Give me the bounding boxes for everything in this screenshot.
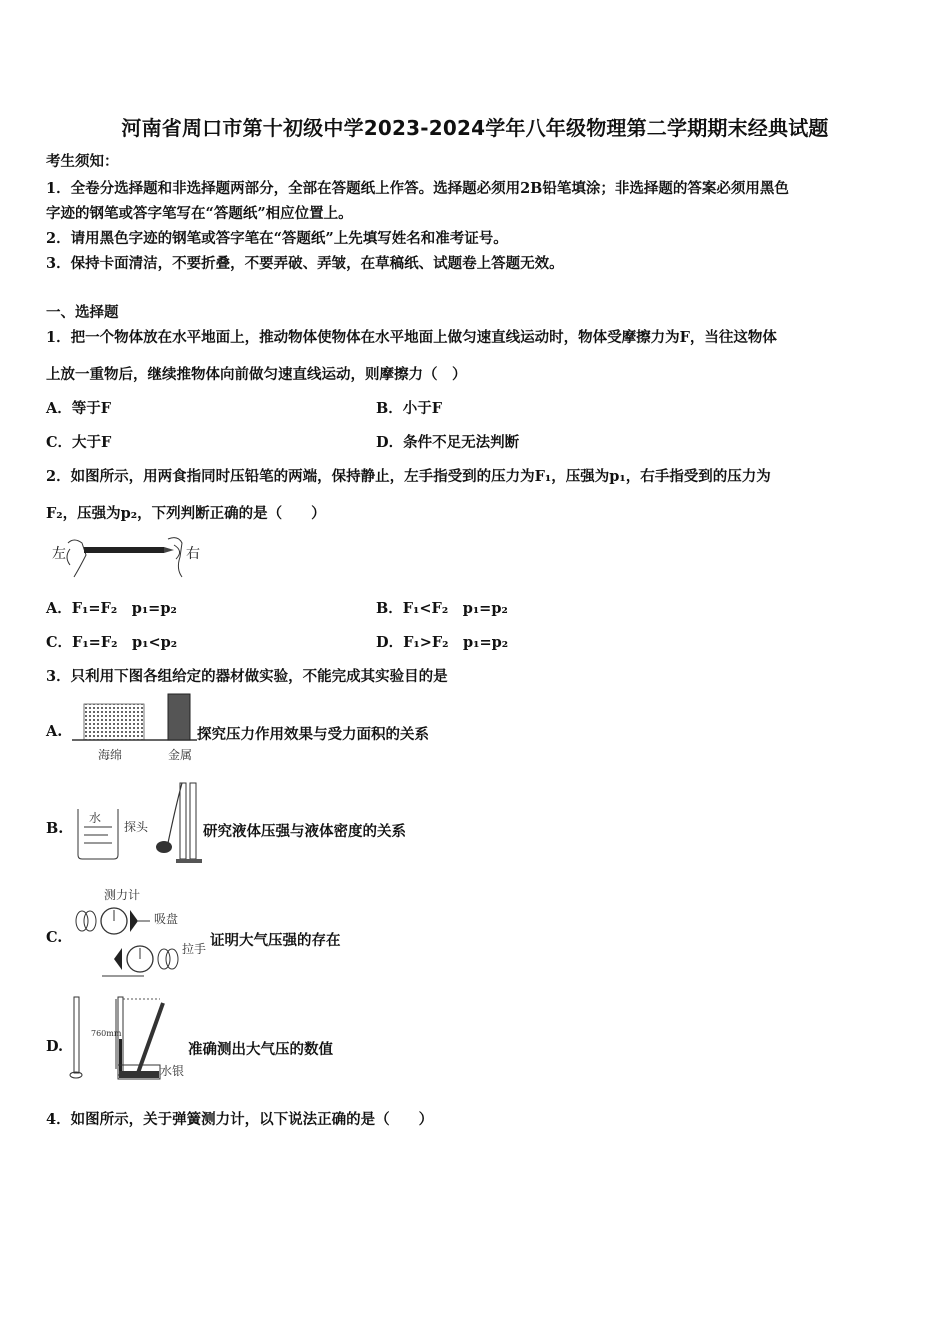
q3-stem: 3．只利用下图各组给定的器材做实验，不能完成其实验目的是 (46, 668, 448, 685)
q2-figure-right-label: 右 (186, 546, 200, 562)
q2-option-c[interactable]: C．F₁=F₂ p₁<p₂ (46, 634, 178, 651)
q3-option-d-label[interactable]: D. (46, 1038, 64, 1055)
q3-a-sponge-metal-figure (72, 690, 197, 742)
q3-a-label-sponge: 海绵 (98, 748, 123, 762)
q3-option-a-label[interactable]: A. (46, 723, 63, 740)
q1-option-c[interactable]: C．大于F (46, 434, 112, 451)
q1-option-b[interactable]: B．小于F (376, 400, 443, 417)
q3-c-label-suction-cup: 吸盘 (154, 912, 179, 926)
q1-stem-line-2: 上放一重物后，继续推物体向前做匀速直线运动，则摩擦力（ ） (46, 366, 467, 383)
q3-c-label-handle: 拉手 (182, 942, 207, 956)
q2-figure-left-label: 左 (52, 546, 66, 562)
q2-option-d[interactable]: D．F₁>F₂ p₁=p₂ (376, 634, 509, 651)
q3-option-c-text[interactable]: 证明大气压强的存在 (210, 932, 341, 949)
q3-option-b-label[interactable]: B. (46, 820, 64, 837)
q1-stem-line-1: 1．把一个物体放在水平地面上，推动物体使物体在水平地面上做匀速直线运动时，物体受摩擦力为F，当往这物体 (46, 329, 777, 346)
q3-b-label-probe: 探头 (124, 820, 149, 834)
notice-item-1-line-2: 字迹的钢笔或答字笔写在“答题纸”相应位置上。 (46, 205, 353, 222)
q1-option-d[interactable]: D．条件不足无法判断 (376, 434, 520, 451)
q2-stem-line-2: F₂，压强为p₂，下列判断正确的是（ ） (46, 505, 326, 522)
q2-option-a[interactable]: A．F₁=F₂ p₁=p₂ (46, 600, 177, 617)
page-title: 河南省周口市第十初级中学2023-2024学年八年级物理第二学期期末经典试题 (121, 116, 829, 140)
q2-pencil-figure (64, 535, 186, 579)
notice-item-3: 3．保持卡面清洁，不要折叠，不要弄破、弄皱，在草稿纸、试题卷上答题无效。 (46, 255, 564, 272)
q3-option-d-text[interactable]: 准确测出大气压的数值 (188, 1041, 333, 1058)
q3-option-c-label[interactable]: C. (46, 929, 63, 946)
q2-option-b[interactable]: B．F₁<F₂ p₁=p₂ (376, 600, 508, 617)
q3-c-label-spring-scale: 测力计 (104, 888, 141, 902)
q1-option-a[interactable]: A．等于F (46, 400, 112, 417)
notice-heading: 考生须知： (46, 153, 119, 170)
notice-item-2: 2．请用黑色字迹的钢笔或答字笔在“答题纸”上先填写姓名和准考证号。 (46, 230, 508, 247)
section-heading: 一、选择题 (46, 304, 119, 321)
q4-stem: 4．如图所示，关于弹簧测力计，以下说法正确的是（ ） (46, 1111, 434, 1128)
q3-a-label-metal: 金属 (168, 748, 193, 762)
q3-b-label-water: 水 (89, 811, 102, 825)
q3-d-label-760mm: 760mm (91, 1029, 122, 1038)
q3-option-b-text[interactable]: 研究液体压强与液体密度的关系 (203, 823, 406, 840)
q2-stem-line-1: 2．如图所示，用两食指同时压铅笔的两端，保持静止，左手指受到的压力为F₁，压强为p₁，右手指受到的压力为 (46, 468, 771, 485)
q3-option-a-text[interactable]: 探究压力作用效果与受力面积的关系 (197, 726, 429, 743)
q3-d-label-mercury: 水银 (160, 1064, 185, 1078)
notice-item-1-line-1: 1．全卷分选择题和非选择题两部分，全部在答题纸上作答。选择题必须用2B铅笔填涂；非选择题的答案必须用黑色 (46, 180, 789, 197)
